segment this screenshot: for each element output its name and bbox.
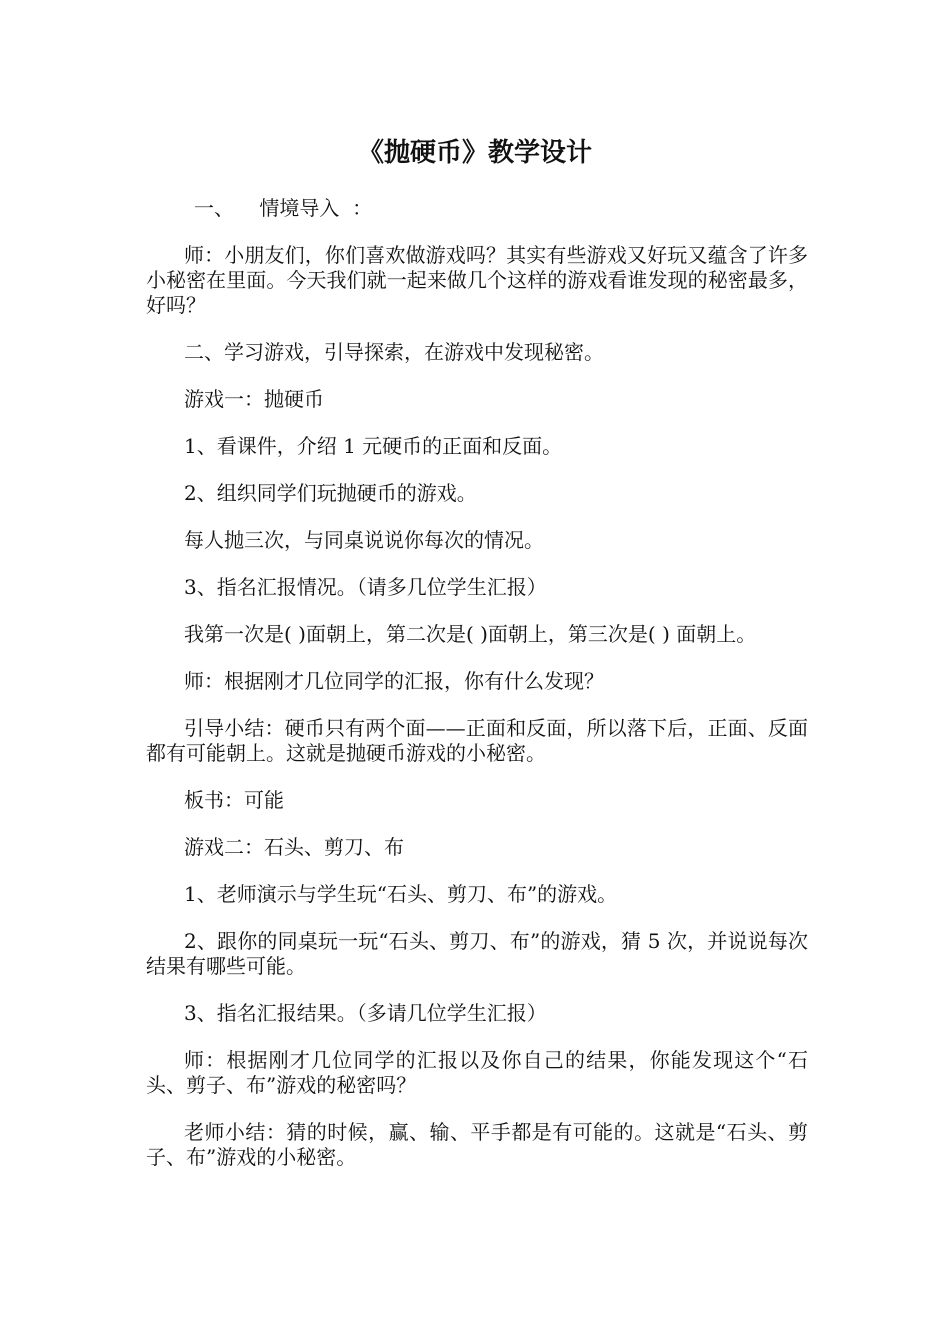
summary-paragraph: 引导小结：硬币只有两个面——正面和反面，所以落下后，正面、反面都有可能朝上。这就是抛硬币游戏的小秘密。 — [146, 716, 808, 765]
paragraph: 3、指名汇报结果。（多请几位学生汇报） — [184, 1001, 547, 1025]
document-body — [146, 196, 808, 1192]
fill-in-sentence: 我第一次是( )面朝上，第二次是( )面朝上，第三次是( ) 面朝上。 — [184, 622, 757, 646]
paragraph: 师：根据刚才几位同学的汇报，你有什么发现？ — [184, 669, 604, 693]
paragraph: 2、组织同学们玩抛硬币的游戏。 — [184, 481, 477, 505]
paragraph: 师：根据刚才几位同学的汇报以及你自己的结果，你能发现这个“石头、剪子、布”游戏的秘密吗？ — [146, 1048, 808, 1097]
game-one-heading: 游戏一：抛硬币 — [184, 387, 324, 411]
paragraph: 2、跟你的同桌玩一玩“石头、剪刀、布”的游戏，猜 5 次，并说说每次结果有哪些可能。 — [146, 929, 808, 978]
teacher-summary: 老师小结：猜的时候，赢、输、平手都是有可能的。这就是“石头、剪子、布”游戏的小秘密。 — [146, 1120, 808, 1169]
section-heading-intro: 一、 情境导入 ： — [194, 196, 373, 220]
game-two-heading: 游戏二：石头、剪刀、布 — [184, 835, 404, 859]
document-title: 《抛硬币》教学设计 — [357, 138, 592, 168]
paragraph: 3、指名汇报情况。（请多几位学生汇报） — [184, 575, 547, 599]
paragraph: 师：小朋友们，你们喜欢做游戏吗？其实有些游戏又好玩又蕴含了许多小秘密在里面。今天我们就一起来做几个这样的游戏看谁发现的秘密最多，好吗？ — [146, 243, 808, 317]
board-note: 板书：可能 — [184, 788, 284, 812]
section-heading-learning: 二、学习游戏，引导探索，在游戏中发现秘密。 — [184, 340, 604, 364]
paragraph: 1、看课件，介绍 1 元硬币的正面和反面。 — [184, 434, 563, 458]
paragraph: 1、老师演示与学生玩“石头、剪刀、布”的游戏。 — [184, 882, 618, 906]
paragraph: 每人抛三次，与同桌说说你每次的情况。 — [184, 528, 544, 552]
